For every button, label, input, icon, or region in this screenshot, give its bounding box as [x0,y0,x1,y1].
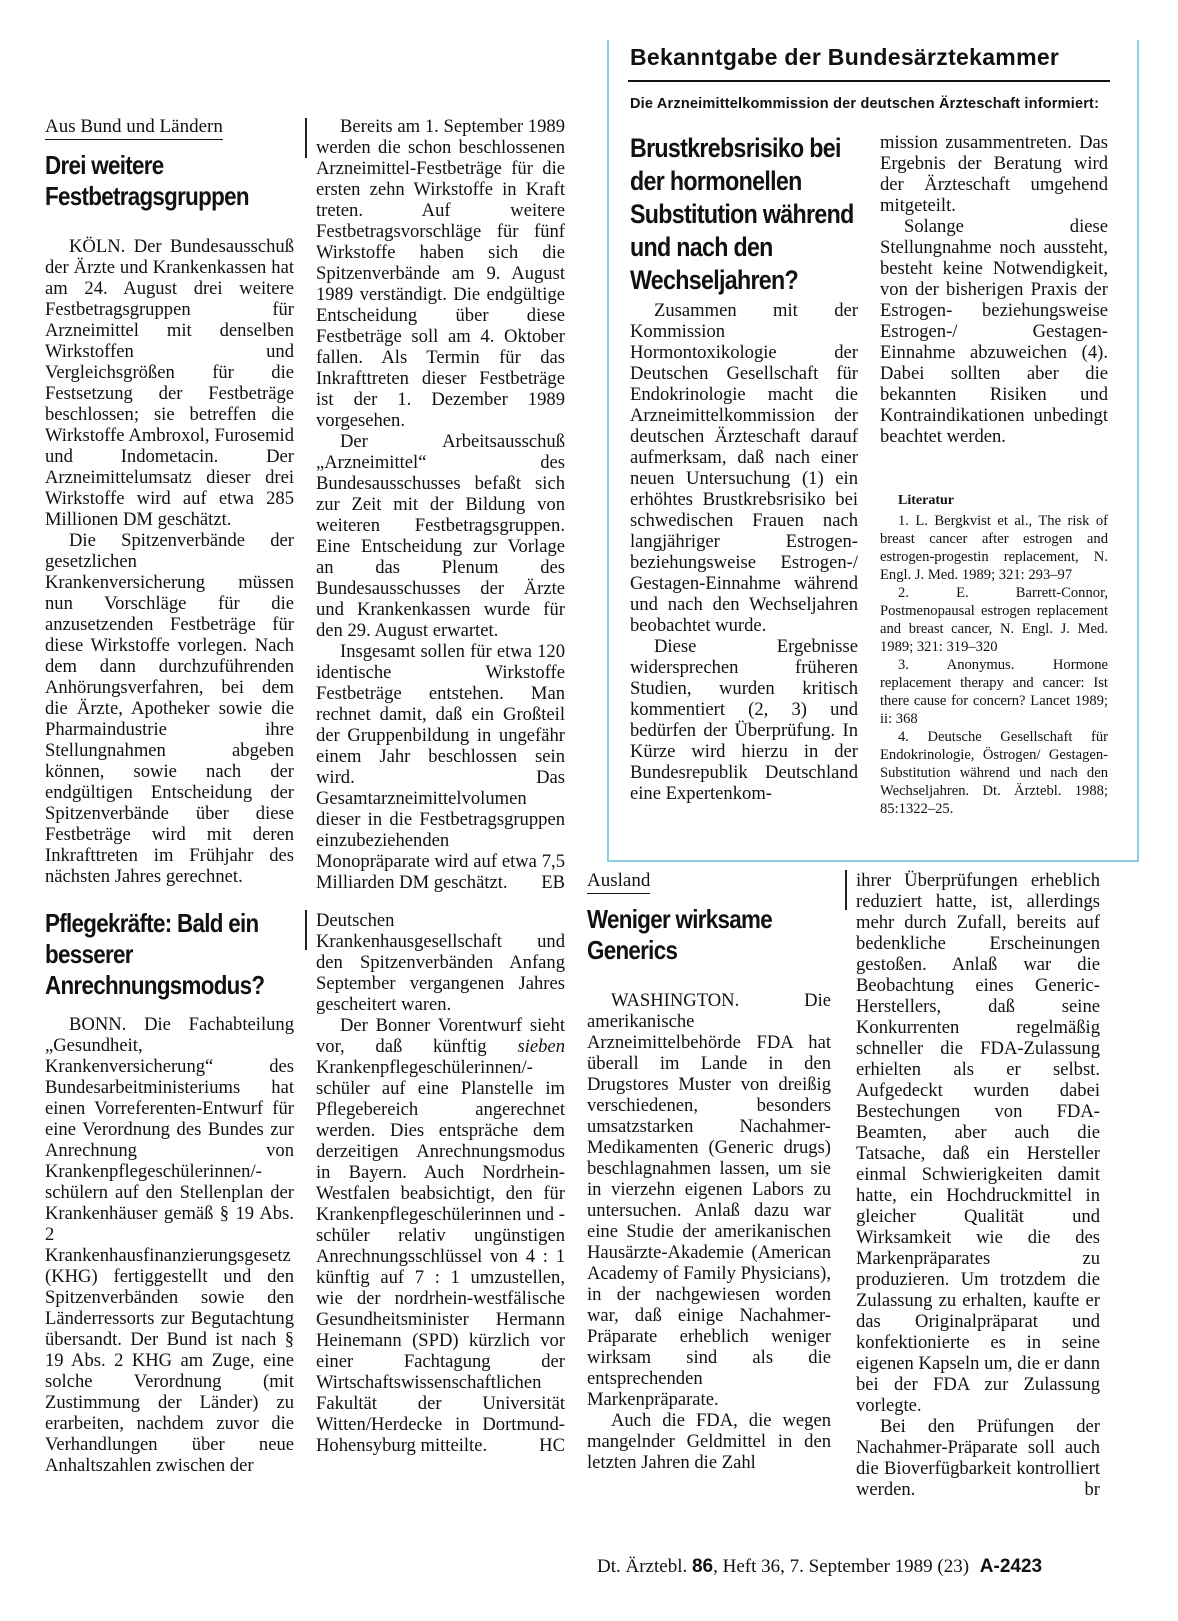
announcement-col2 [880,132,1108,447]
paragraph-text: Krankenpflegeschülerinnen/-schüler auf eine Planstelle im Pflegebereich angerechnet werden. Dies entspräche dem derzeitigen Anrechnungsmodus in Bayern. Auch Nordrhein-Westfalen beabsichtigt, den für Krankenpflegeschülerinnen und -schüler relativ ungünstigen Anrechnungsschlüssel von 4 : 1 künftig auf 7 : 1 umzustellen, wie der nordrhein-westfälische Gesundheitsminister Hermann Heinemann (SPD) kürzlich vor einer Fachtagung der Wirtschaftswissenschaftlichen Fakultät der Universität Witten/Herdecke in Dortmund-Hohensyburg mitteilte. [316,1057,565,1456]
article3-col1 [587,990,831,1473]
paragraph: Der Arbeitsausschuß „Arzneimittel“ des Bundesausschusses befaßt sich zur Zeit mit der Bildung von weiteren Festbetragsgruppen. Eine Entscheidung zur Vorlage an das Plenum des Bundesausschusses der Ärzte und Krankenkassen wurde für den 29. August erwartet. [316,431,565,641]
reference-item: 1. L. Bergkvist et al., The risk of breast cancer after estrogen and estrogen-progestin replacement, N. Engl. J. Med. 1989; 321: 293–97 [880,513,1108,583]
rubric-label: Aus Bund und Ländern [45,116,223,140]
article2-col2 [316,910,565,1456]
author-signature: EB [541,872,565,893]
rubric-label: Ausland [587,870,650,894]
paragraph: Diese Ergebnisse widersprechen früheren Studien, wurden kritisch kommentiert (2, 3) und bedürfen der Überprüfung. In Kürze wird hierzu in der Bundesrepublik Deutschland eine Expertenkom- [630,636,858,804]
literature-heading: Literatur [898,493,954,508]
paragraph-text: Der Bonner Vorentwurf sieht vor, daß künftig [316,1015,565,1057]
article3-col2 [856,870,1100,1500]
paragraph: WASHINGTON. Die amerikanische Arzneimittelbehörde FDA hat überall im Lande in den Drugstores Muster von dreißig verschiedenen, besonders umsatzstarken Nachahmer-Medikamenten (Generic drugs) beschlagnahmen lassen, um sie in vierzehn eigenen Labors zu untersuchen. Anlaß dazu war eine Studie der amerikanischen Hausärzte-Akademie (American Academy of Family Physicians), in der nachgewiesen worden war, daß einige Nachahmer-Präparate erheblich weniger wirksam sind als die entsprechenden Markenpräparate. [587,990,831,1410]
paragraph: Deutschen Krankenhausgesellschaft und den Spitzenverbänden Anfang September vergangenen Jahres gescheitert waren. [316,910,565,1015]
paragraph: KÖLN. Der Bundesausschuß der Ärzte und Krankenkassen hat am 24. August drei weitere Festbetragsgruppen für Arzneimittel mit denselben Wirkstoffen und Vergleichsgrößen für die Festsetzung der Festbeträge beschlossen; sie betreffen die Wirkstoffe Ambroxol, Furosemid und Indometacin. Der Arzneimittelumsatz dieser drei Wirkstoffe wird auf etwa 285 Millionen DM geschätzt. [45,236,294,530]
paragraph: Auch die FDA, die wegen mangelnder Geldmittel in den letzten Jahren die Zahl [587,1410,831,1473]
paragraph-text: Bei den Prüfungen der Nachahmer-Präparate soll auch die Bioverfügbarkeit kontrolliert werden. [856,1416,1100,1500]
reference-item: 3. Anonymus. Hormone replacement therapy and cancer: Ist there cause for concern? Lancet 1989; ii: 368 [880,657,1108,727]
paragraph: Zusammen mit der Kommission Hormontoxikologie der Deutschen Gesellschaft für Endokrinologie macht die Arzneimittelkommission der deutschen Ärzteschaft darauf aufmerksam, daß nach einer neuen Untersuchung (1) ein erhöhtes Brustkrebsrisiko bei schwedischen Frauen nach langjähriger Estrogen- beziehungsweise Estrogen-/ Gestagen-Einnahme während und nach den Wechseljahren beobachtet wurde. [630,300,858,636]
literature-list [880,492,1108,818]
emphasis: sieben [517,1036,565,1057]
rubric-bund-laender [45,116,223,140]
paragraph: BONN. Die Fachabteilung „Gesundheit, Krankenversicherung“ des Bundesarbeitministeriums hat einen Vorreferenten-Entwurf für eine Verordnung des Bundes zur Anrechnung von Krankenpflegeschülerinnen/-schülern auf den Stellenplan der Krankenhäuser gemäß § 19 Abs. 2 Krankenhausfinanzierungsgesetz (KHG) fertiggestellt und den Spitzenverbänden sowie den Länderressorts zur Begutachtung übersandt. Der Bund ist nach § 19 Abs. 2 KHG am Zuge, eine solche Verordnung (mit Zustimmung der Länder) zu erarbeiten, nachdem zuvor die Verhandlungen über neue Anhaltszahlen zwischen der [45,1014,294,1476]
column-divider [305,910,307,950]
column-divider [305,118,307,158]
author-signature: br [1084,1479,1100,1500]
page-number: A-2423 [979,1556,1043,1577]
issue-info: , Heft 36, 7. September 1989 (23) [713,1556,970,1577]
paragraph [856,1416,1100,1500]
paragraph [316,641,565,893]
announcement-title-rule [628,80,1110,82]
page-footer [597,1556,1042,1578]
column-divider [845,870,847,910]
paragraph [316,1015,565,1456]
paragraph: Die Spitzenverbände der gesetzlichen Krankenversicherung müssen nun Vorschläge für die anzusetzenden Festbeträge für diese Wirkstoffe vorlegen. Nach dem dann durchzuführenden Anhörungsverfahren, bei dem die Ärzte, Apotheker sowie die Pharmaindustrie ihre Stellungnahmen abgeben können, sowie nach der endgültigen Entscheidung der Spitzenverbände über diese Festbeträge wird mit deren Inkrafttreten im Frühjahr des nächsten Jahres gerechnet. [45,530,294,887]
announcement-title: Bekanntgabe der Bundesärztekammer [630,44,1060,70]
journal-name: Dt. Ärztebl. [597,1556,688,1577]
announcement-col1 [630,300,858,804]
journal-volume: 86 [691,1556,714,1577]
announcement-headline: Brustkrebsrisiko bei der hormonellen Substitution während und nach den Wechseljahren? [630,133,854,295]
article2-col1 [45,1014,294,1476]
reference-item: 2. E. Barrett-Connor, Postmenopausal estrogen replacement and breast cancer, N. Engl. J. Med. 1989; 321: 319–320 [880,585,1108,655]
rubric-ausland [587,870,650,894]
article1-col2 [316,116,565,893]
paragraph-text: Insgesamt sollen für etwa 120 identische Wirkstoffe Festbeträge entstehen. Man rechnet damit, daß ein Großteil der Gruppenbildung in ungefähr einem Jahr beschlossen sein wird. Das Gesamtarzneimittelvolumen dieser in die Festbetragsgruppen einzubeziehenden Monopräparate wird auf etwa 7,5 Milliarden DM geschätzt. [316,641,565,893]
paragraph: mission zusammentreten. Das Ergebnis der Beratung wird der Ärzteschaft umgehend mitgeteilt. [880,132,1108,216]
announcement-subtitle: Die Arzneimittelkommission der deutschen Ärzteschaft informiert: [630,96,1100,112]
article1-headline: Drei weitere Festbetragsgruppen [45,150,249,211]
article1-col1 [45,236,294,887]
author-signature: HC [539,1435,565,1456]
article2-headline: Pflegekräfte: Bald ein besserer Anrechnungsmodus? [45,908,265,1000]
paragraph: Solange diese Stellungnahme noch aussteht, besteht keine Notwendigkeit, von der bisherigen Praxis der Estrogen- beziehungsweise Estrogen-/ Gestagen-Einnahme abzuweichen (4). Dabei sollten aber die bekannten Risiken und Kontraindikationen unbedingt beachtet werden. [880,216,1108,447]
paragraph: ihrer Überprüfungen erheblich reduziert hatte, ist, allerdings mehr durch Zufall, bereits auf bedenkliche Erscheinungen gestoßen. Anlaß war die Beobachtung eines Generic-Herstellers, daß seine Konkurrenten regelmäßig schneller die FDA-Zulassung erhielten als er selbst. Aufgedeckt wurden dabei Bestechungen von FDA-Beamten, aber auch die Tatsache, daß ein Hersteller einmal Schwierigkeiten damit hatte, ein Hochdruckmittel in gleicher Qualität und Wirksamkeit wie die des Markenpräparates zu produzieren. Um trotzdem die Zulassung zu erhalten, kaufte er das Originalpräparat und konfektionierte es in seine eigenen Kapseln um, die er dann bei der FDA zur Zulassung vorlegte. [856,870,1100,1416]
paragraph: Bereits am 1. September 1989 werden die schon beschlossenen Arzneimittel-Festbeträge für die ersten zehn Wirkstoffe in Kraft treten. Auf weitere Festbetragsvorschläge für fünf Wirkstoffe haben sich die Spitzenverbände am 9. August 1989 verständigt. Die endgültige Entscheidung über diese Festbeträge soll am 4. Oktober fallen. Als Termin für das Inkrafttreten dieser Festbeträge ist der 1. Dezember 1989 vorgesehen. [316,116,565,431]
reference-item: 4. Deutsche Gesellschaft für Endokrinologie, Östrogen/ Gestagen-Substitution während und nach den Wechseljahren. Dt. Ärztebl. 1988; 85:1322–25. [880,729,1108,817]
article3-headline: Weniger wirksame Generics [587,904,772,965]
